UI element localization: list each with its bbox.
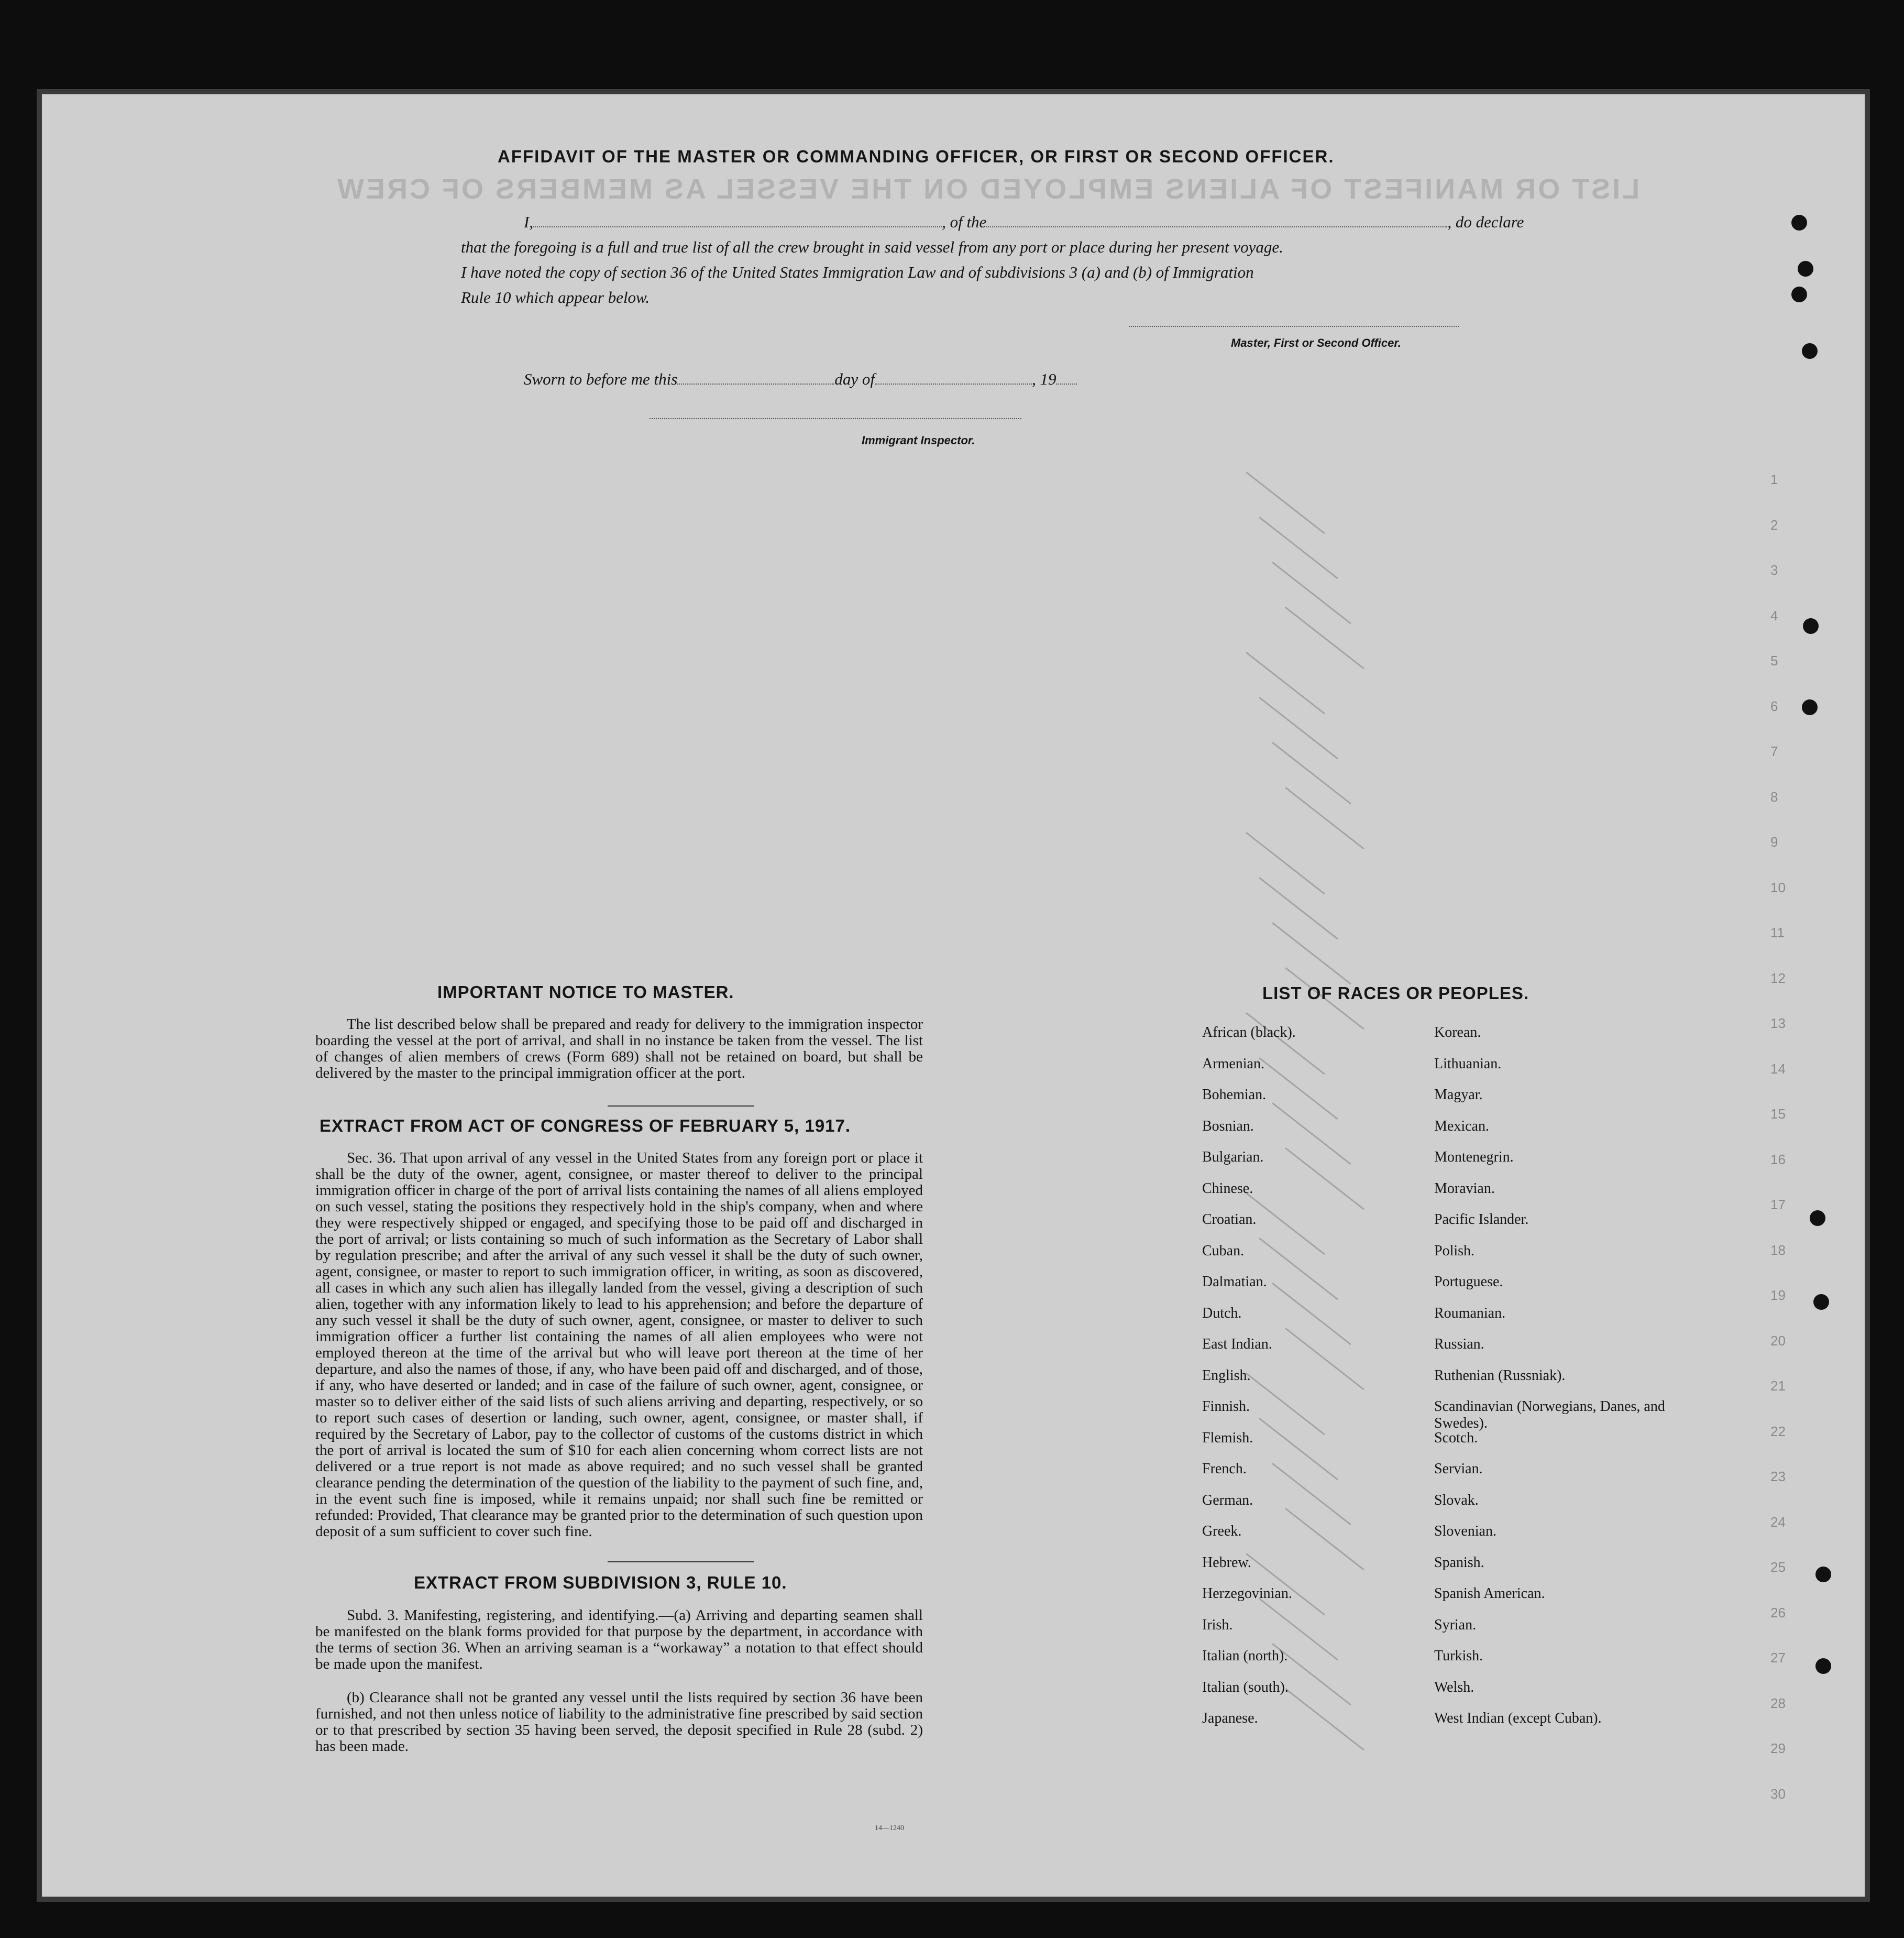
race-right-item: Syrian. — [1434, 1616, 1477, 1633]
bleed-through-row-number: 11 — [1770, 925, 1785, 940]
punch-hole — [1798, 261, 1813, 277]
bleed-through-row-number: 30 — [1770, 1786, 1786, 1802]
race-right-item: Slovenian. — [1434, 1523, 1496, 1539]
inspector-signature-line[interactable] — [650, 418, 1021, 419]
vessel-blank[interactable] — [986, 217, 1447, 227]
bleed-through-row-number: 26 — [1770, 1604, 1786, 1621]
race-right-item: Magyar. — [1434, 1087, 1483, 1103]
race-right-item: Portuguese. — [1434, 1274, 1503, 1290]
rule-text-b: (b) Clearance shall not be granted any vessel until the lists required by section 36 have been furnished, and not then unless notice of liability to the administrative fine prescribed by said section or to that prescribed by section 35 having been served, the deposit specified in Rule 28 (subd. 2) has been made. — [315, 1689, 923, 1755]
race-right-item: Spanish. — [1434, 1554, 1484, 1571]
race-left-item: African (black). — [1202, 1024, 1296, 1041]
name-blank[interactable] — [533, 217, 942, 227]
sworn-text-a: Sworn to before me this — [524, 370, 678, 388]
bleed-through-mark — [1272, 562, 1351, 624]
race-left-item: Cuban. — [1202, 1242, 1245, 1259]
race-right-item: Spanish American. — [1434, 1585, 1545, 1602]
affidavit-line-1 — [524, 210, 1524, 234]
bleed-through-row-number: 28 — [1770, 1695, 1786, 1711]
race-left-item: Italian (south). — [1202, 1679, 1289, 1695]
race-left-item: Bosnian. — [1202, 1118, 1254, 1134]
bleed-through-row-number: 20 — [1770, 1332, 1786, 1349]
bleed-through-mark — [1246, 472, 1325, 534]
affidavit-line-3: I have noted the copy of section 36 of the United States Immigration Law and of subdivisions 3 (a) and (b) of Immigration — [461, 263, 1254, 281]
bleed-through-row-number: 21 — [1770, 1378, 1786, 1394]
sworn-month-blank[interactable] — [875, 374, 1032, 385]
race-left-item: French. — [1202, 1461, 1247, 1477]
bleed-through-mark — [1272, 742, 1351, 804]
sworn-day-blank[interactable] — [677, 374, 834, 385]
sworn-line — [524, 367, 1077, 391]
act-divider — [608, 1561, 754, 1562]
affidavit-title: AFFIDAVIT OF THE MASTER OR COMMANDING OFFICER, OR FIRST OR SECOND OFFICER. — [498, 147, 1335, 166]
bleed-through-row-number: 22 — [1770, 1423, 1786, 1439]
bleed-through-mark — [1259, 877, 1338, 939]
race-left-item: Armenian. — [1202, 1055, 1264, 1072]
bleed-through-mark — [1259, 697, 1338, 759]
rule-title: EXTRACT FROM SUBDIVISION 3, RULE 10. — [414, 1573, 787, 1592]
bleed-through-row-number: 27 — [1770, 1650, 1786, 1666]
race-right-item: Mexican. — [1434, 1118, 1489, 1134]
race-left-item: German. — [1202, 1492, 1253, 1508]
race-right-item: Scandinavian (Norwegians, Danes, and Swedes). — [1434, 1398, 1665, 1431]
affidavit-line-1b: , of the — [942, 213, 987, 231]
master-signature-label: Master, First or Second Officer. — [1231, 336, 1401, 349]
notice-title: IMPORTANT NOTICE TO MASTER. — [437, 982, 734, 1002]
punch-hole — [1815, 1567, 1831, 1582]
race-right-item: Roumanian. — [1434, 1305, 1506, 1321]
bleed-through-row-number: 6 — [1770, 698, 1778, 714]
race-right-item: Russian. — [1434, 1336, 1484, 1352]
punch-hole — [1813, 1294, 1829, 1310]
form-number: 14—1240 — [875, 1824, 904, 1832]
race-right-item: Polish. — [1434, 1242, 1475, 1259]
bleed-through-row-number: 15 — [1770, 1106, 1786, 1122]
race-left-item: Greek. — [1202, 1523, 1242, 1539]
races-title: LIST OF RACES OR PEOPLES. — [1262, 983, 1529, 1003]
affidavit-line-1a: I, — [524, 213, 534, 231]
bleed-through-row-number: 8 — [1770, 789, 1778, 805]
bleed-through-row-number: 18 — [1770, 1242, 1786, 1258]
race-right-item: Pacific Islander. — [1434, 1211, 1529, 1228]
punch-hole — [1815, 1658, 1831, 1674]
race-left-item: Dutch. — [1202, 1305, 1242, 1321]
race-right-item: Ruthenian (Russniak). — [1434, 1367, 1566, 1384]
race-right-item: Scotch. — [1434, 1429, 1478, 1446]
affidavit-line-4: Rule 10 which appear below. — [461, 288, 650, 306]
bleed-through-mark — [1246, 652, 1325, 714]
bleed-through-mark — [1285, 787, 1364, 849]
punch-hole — [1803, 618, 1819, 634]
act-text: Sec. 36. That upon arrival of any vessel in the United States from any foreign port or place it shall be the duty of the owner, agent, consignee, or master thereof to deliver to the principal immigration officer in charge of the port of arrival lists containing the names of all aliens employed on such vessel, stating the positions they respectively hold in the ship's company, when and where they were respectively shipped or engaged, and specifying those to be paid off and discharged in the port of arrival; or lists containing so much of such information as the Secretary of Labor shall by regulation prescribe; and after the arrival of any such vessel it shall be the duty of such owner, agent, consignee, or master to report to such immigration officer, in writing, as soon as discovered, all cases in which any such alien has illegally landed from the vessel, giving a description of such alien, together with any information likely to lead to his apprehension; and before the departure of any such vessel it shall be the duty of such owner, agent, consignee, or master to deliver to such immigration officer a further list containing the names of all alien employees who were not employed thereon at the time of the arrival but who will leave port thereon at the time of her departure, and also the names of those, if any, who have been paid off and discharged, and of those, if any, who have deserted or landed; and in case of the failure of such owner, agent, consignee, or master so to deliver either of the said lists of such aliens arriving and departing, respectively, or so to report such cases of desertion or landing, such owner, agent, consignee, or master shall, if required by the Secretary of Labor, pay to the collector of customs of the customs district in which the port of arrival is located the sum of $10 for each alien concerning whom correct lists are not delivered or a true report is not made as above required; and no such vessel shall be granted clearance pending the determination of the question of the liability to the payment of such fine, and, in the event such fine is imposed, while it remains unpaid; nor shall such fine be remitted or refunded: Provided, That clearance may be granted prior to the determination of such question upon deposit of a sum sufficient to cover such fine. — [315, 1149, 923, 1540]
race-right-item: Slovak. — [1434, 1492, 1479, 1508]
bleed-through-row-number: 9 — [1770, 834, 1778, 850]
affidavit-line-2: that the foregoing is a full and true list of all the crew brought in said vessel from any port or place during her present voyage. — [461, 238, 1283, 256]
bleed-through-mark — [1285, 607, 1364, 669]
punch-hole — [1802, 699, 1818, 715]
race-right-item: Turkish. — [1434, 1648, 1483, 1664]
bleed-through-row-number: 3 — [1770, 562, 1778, 578]
bleed-through-row-number: 14 — [1770, 1060, 1786, 1077]
master-signature-line[interactable] — [1129, 326, 1459, 327]
bleed-through-row-number: 16 — [1770, 1151, 1786, 1167]
race-left-item: Dalmatian. — [1202, 1274, 1267, 1290]
punch-hole — [1810, 1210, 1825, 1226]
race-right-item: Servian. — [1434, 1461, 1483, 1477]
act-title: EXTRACT FROM ACT OF CONGRESS OF FEBRUARY 5, 1917. — [320, 1116, 851, 1135]
bleed-through-mark — [1272, 922, 1351, 984]
bleed-through-row-number: 29 — [1770, 1740, 1786, 1756]
race-left-item: Japanese. — [1202, 1710, 1258, 1726]
races-left-column — [1202, 1024, 1422, 1742]
bleed-through-row-number: 1 — [1770, 472, 1778, 487]
affidavit-line-1c: , do declare — [1447, 213, 1524, 231]
bleed-through-header: LIST OR MANIFEST OF ALIENS EMPLOYED ON THE VESSEL AS MEMBERS OF CREW — [335, 173, 1640, 205]
bleed-through-row-number: 12 — [1770, 970, 1786, 986]
bleed-through-mark — [1259, 517, 1338, 579]
sworn-text-c: , 19 — [1031, 370, 1056, 388]
race-right-item: West Indian (except Cuban). — [1434, 1710, 1602, 1726]
punch-hole — [1802, 343, 1818, 359]
bleed-through-row-number: 7 — [1770, 743, 1778, 759]
document-page — [42, 94, 1865, 1897]
bleed-through-row-number: 23 — [1770, 1469, 1786, 1484]
punch-hole — [1791, 215, 1807, 231]
race-left-item: Bulgarian. — [1202, 1149, 1264, 1165]
bleed-through-row-number: 19 — [1770, 1287, 1786, 1303]
bleed-through-mark — [1246, 832, 1325, 894]
bleed-through-row-number: 5 — [1770, 653, 1778, 669]
race-left-item: Croatian. — [1202, 1211, 1257, 1228]
race-right-item: Montenegrin. — [1434, 1149, 1514, 1165]
race-left-item: Hebrew. — [1202, 1554, 1251, 1571]
race-left-item: Bohemian. — [1202, 1087, 1267, 1103]
inspector-label: Immigrant Inspector. — [862, 434, 975, 447]
race-left-item: Flemish. — [1202, 1429, 1253, 1446]
bleed-through-row-number: 10 — [1770, 879, 1786, 895]
race-left-item: Herzegovinian. — [1202, 1585, 1292, 1602]
race-left-item: East Indian. — [1202, 1336, 1272, 1352]
bleed-through-row-number: 24 — [1770, 1514, 1786, 1530]
race-right-item: Welsh. — [1434, 1679, 1474, 1695]
bleed-through-row-number: 25 — [1770, 1559, 1786, 1575]
race-right-item: Korean. — [1434, 1024, 1481, 1041]
notice-text: The list described below shall be prepared and ready for delivery to the immigration inspector boarding the vessel at the port of arrival, and shall in no instance be taken from the vessel. The list of changes of alien members of crews (Form 689) shall not be retained on board, but shall be delivered by the master to the principal immigration officer at the port. — [315, 1016, 923, 1081]
races-right-column — [1434, 1024, 1680, 1742]
bleed-through-row-number: 2 — [1770, 517, 1778, 533]
sworn-text-b: day of — [834, 370, 875, 388]
punch-hole — [1791, 287, 1807, 302]
notice-divider — [608, 1105, 754, 1107]
rule-text-a: Subd. 3. Manifesting, registering, and identifying.—(a) Arriving and departing seamen shall be manifested on the blank forms provided for that purpose by the department, in accordance with the terms of section 36. When an arriving seaman is a “workaway” a notation to that effect should be made upon the manifest. — [315, 1607, 923, 1672]
race-right-item: Moravian. — [1434, 1180, 1495, 1197]
race-left-item: English. — [1202, 1367, 1251, 1384]
race-left-item: Italian (north). — [1202, 1648, 1288, 1664]
bleed-through-row-number: 13 — [1770, 1015, 1786, 1031]
sworn-year-blank[interactable] — [1056, 374, 1077, 385]
race-right-item: Lithuanian. — [1434, 1055, 1502, 1072]
bleed-through-row-number: 4 — [1770, 607, 1778, 623]
race-left-item: Chinese. — [1202, 1180, 1253, 1197]
race-left-item: Irish. — [1202, 1616, 1233, 1633]
race-left-item: Finnish. — [1202, 1398, 1250, 1415]
bleed-through-row-number: 17 — [1770, 1197, 1786, 1212]
